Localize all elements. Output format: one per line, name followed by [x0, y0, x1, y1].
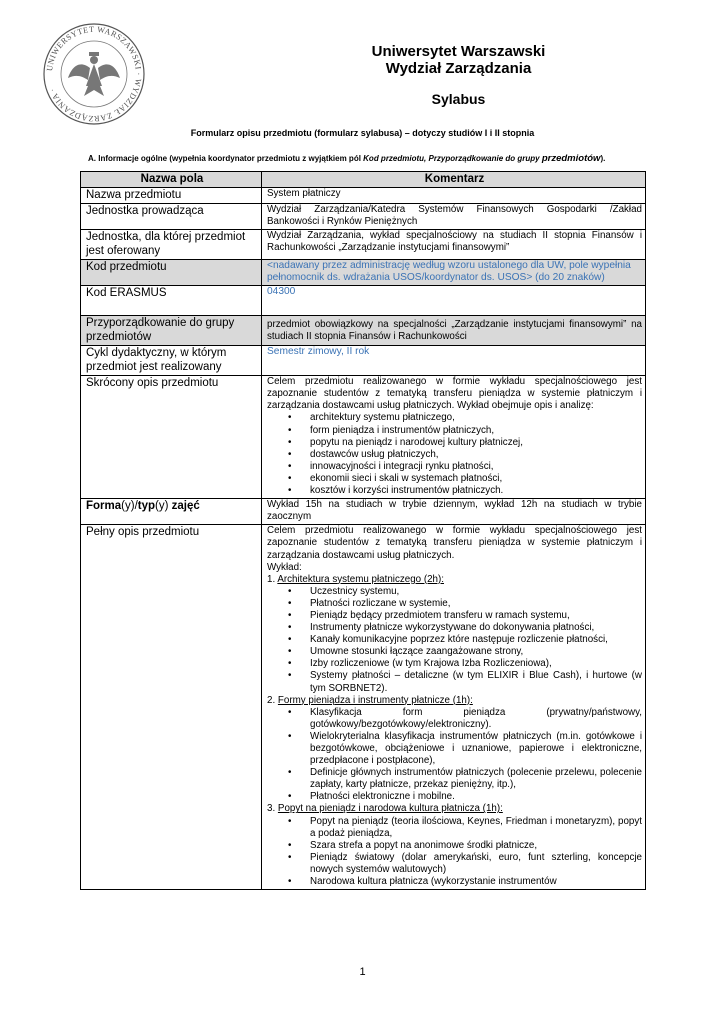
topic-number: 1. — [267, 573, 278, 585]
row-group — [81, 316, 646, 346]
field-label: Jednostka, dla której przedmiot jest oferowany — [81, 230, 262, 260]
topic-number: 2. — [267, 694, 278, 706]
list-item: • kosztów i korzyści instrumentów płatniczych. — [310, 485, 642, 497]
field-value: przedmiot obowiązkowy na specjalności „Zarządzanie instytucjami finansowymi” na studiach II stopnia Finansów i Rachunkowości — [262, 316, 646, 346]
field-label: Skrócony opis przedmiotu — [81, 376, 262, 499]
document-title: Sylabus — [431, 91, 486, 107]
field-value: <nadawany przez administrację według wzoru ustalonego dla UW, pole wypełnia pełnomocnik ds. wdrażania USOS/koordynator ds. USOS> (do 20 znaków) — [262, 260, 646, 286]
section-a-heading — [88, 153, 605, 164]
university-name: Uniwersytet Warszawski — [371, 43, 546, 60]
list-item: • Narodowa kultura płatnicza (wykorzystanie instrumentów — [310, 876, 642, 888]
topic-title: Architektura systemu płatniczego (2h): — [277, 573, 444, 585]
field-value — [262, 525, 646, 890]
field-label: Przyporządkowanie do grupy przedmiotów — [81, 316, 262, 346]
topic-list — [267, 707, 642, 804]
faculty-name: Wydział Zarządzania — [385, 60, 532, 77]
list-item: • popytu na pieniądz i narodowej kultury płatniczej, — [310, 437, 642, 449]
list-item: • Popyt na pieniądz (teoria ilościowa, Keynes, Friedman i monetaryzm), popyt a podaż pieniądza, — [310, 816, 642, 840]
list-item: • Wielokryterialna klasyfikacja instrumentów płatniczych (m.in. gotówkowe i bezgotówkowe, obciążeniowe i uznaniowe, papierowe i elektroniczne, przedpłacone i postpłacone), — [310, 731, 642, 767]
row-erasmus-code — [81, 286, 646, 316]
table-header-row — [81, 172, 646, 188]
field-value: Wydział Zarządzania, wykład specjalnościowy na studiach II stopnia Finansów i Rachunkowości „Zarządzanie instytucjami finansowymi” — [262, 230, 646, 260]
topic-title: Popyt na pieniądz i narodowa kultura płatnicza (1h): — [277, 803, 503, 815]
row-offered-for — [81, 230, 646, 260]
topic-list — [267, 586, 642, 695]
topic-list — [267, 816, 642, 889]
row-short-description — [81, 376, 646, 499]
lecture-label: Wykład: — [267, 561, 302, 573]
row-course-code — [81, 260, 646, 286]
list-item: • Izby rozliczeniowe (w tym Krajowa Izba Rozliczeniowa), — [310, 658, 642, 670]
field-label — [81, 499, 262, 525]
section-a-text: A. Informacje ogólne (wypełnia koordynator przedmiotu z wyjątkiem pól — [88, 154, 364, 163]
institution-heading — [96, 43, 725, 77]
field-label: Kod ERASMUS — [81, 286, 262, 316]
row-form-type — [81, 499, 646, 525]
list-item: • architektury systemu płatniczego, — [310, 412, 642, 424]
field-label: Cykl dydaktyczny, w którym przedmiot jest realizowany — [81, 346, 262, 376]
full-description-intro: Celem przedmiotu realizowanego w formie wykładu specjalnościowego jest zapoznanie studentów z tematyką transferu pieniądza w systemie płatniczym i zarządzania dostawcami usług płatniczych. — [267, 525, 642, 561]
field-value: Wykład 15h na studiach w trybie dziennym, wykład 12h na studiach w trybie zaocznym — [262, 499, 646, 525]
row-cycle — [81, 346, 646, 376]
list-item: • ekonomii sieci i skali w systemach płatności, — [310, 473, 642, 485]
list-item: • Umowne stosunki łączące zaangażowane strony, — [310, 646, 642, 658]
list-item: • form pieniądza i instrumentów płatniczych, — [310, 425, 642, 437]
list-item: • innowacyjności i integracji rynku płatności, — [310, 461, 642, 473]
list-item: • Instrumenty płatnicze wykorzystywane do dokonywania płatności, — [310, 622, 642, 634]
field-value — [262, 376, 646, 499]
label-bold: Forma — [86, 500, 122, 513]
list-item: • Kanały komunikacyjne poprzez które następuje rozliczenie płatności, — [310, 634, 642, 646]
list-item: • Klasyfikacja form pieniądza (prywatny/państwowy, gotówkowy/bezgotówkowy/elektroniczny). — [310, 707, 642, 731]
short-description-intro: Celem przedmiotu realizowanego w formie wykładu specjalnościowego jest zapoznanie studentów z tematyką transferu pieniądza w systemie płatniczym i zarządzania dostawcami usług płatniczych. Wykład obejmuje opis i analizę: — [267, 376, 642, 412]
list-item: • Pieniądz będący przedmiotem transferu w ramach systemu, — [310, 610, 642, 622]
field-value: 04300 — [262, 286, 646, 316]
field-label: Nazwa przedmiotu — [81, 188, 262, 204]
label-bold: zajęć — [171, 500, 200, 513]
field-label: Jednostka prowadząca — [81, 204, 262, 230]
list-item: • Szara strefa a popyt na anonimowe środki płatnicze, — [310, 840, 642, 852]
row-course-name — [81, 188, 646, 204]
row-unit — [81, 204, 646, 230]
list-item: • Definicje głównych instrumentów płatniczych (polecenie przelewu, polecenie zapłaty, karty płatnicze, przekaz pieniężny, itp.), — [310, 767, 642, 791]
list-item: • Płatności rozliczane w systemie, — [310, 598, 642, 610]
row-full-description — [81, 525, 646, 890]
label-regular: (y) — [155, 500, 172, 513]
label-regular: (y)/ — [121, 500, 138, 513]
list-item: • dostawców usług płatniczych, — [310, 449, 642, 461]
topic-heading — [267, 695, 642, 707]
field-label: Pełny opis przedmiotu — [81, 525, 262, 890]
list-item: • Płatności elektroniczne i mobilne. — [310, 791, 642, 803]
syllabus-table — [80, 171, 646, 890]
list-item: • Systemy płatności – detaliczne (w tym ELIXIR i Blue Cash), i hurtowe (w tym SORBNET2). — [310, 670, 642, 694]
topic-title: Formy pieniądza i instrumenty płatnicze (1h): — [277, 694, 473, 706]
topic-heading — [267, 803, 642, 815]
field-value: System płatniczy — [262, 188, 646, 204]
svg-text:UNIWERSYTET WARSZAWSKI · WYDZI: UNIWERSYTET WARSZAWSKI · WYDZIAŁ ZARZĄDZANIA · — [45, 24, 144, 124]
column-header-comment: Komentarz — [262, 172, 646, 188]
list-item: • Uczestnicy systemu, — [310, 586, 642, 598]
short-description-list — [267, 412, 642, 497]
page-number: 1 — [359, 966, 366, 978]
field-value: Semestr zimowy, II rok — [262, 346, 646, 376]
field-label: Kod przedmiotu — [81, 260, 262, 286]
topic-number: 3. — [267, 803, 278, 815]
section-a-italic: Kod przedmiotu, Przyporządkowanie do grupy — [363, 154, 542, 163]
section-a-italic-large: przedmiotów — [541, 153, 601, 164]
topic-heading — [267, 574, 642, 586]
field-value: Wydział Zarządzania/Katedra Systemów Finansowych Gospodarki /Zakład Bankowości i Rynków Pieniężnych — [262, 204, 646, 230]
column-header-field: Nazwa pola — [81, 172, 262, 188]
section-a-end: ). — [600, 154, 606, 163]
form-title: Formularz opisu przedmiotu (formularz sylabusa) – dotyczy studiów I i II stopnia — [190, 128, 535, 138]
list-item: • Pieniądz światowy (dolar amerykański, euro, funt szterling, koncepcje nowych systemów walutowych) — [310, 852, 642, 876]
label-bold: typ — [137, 500, 156, 513]
